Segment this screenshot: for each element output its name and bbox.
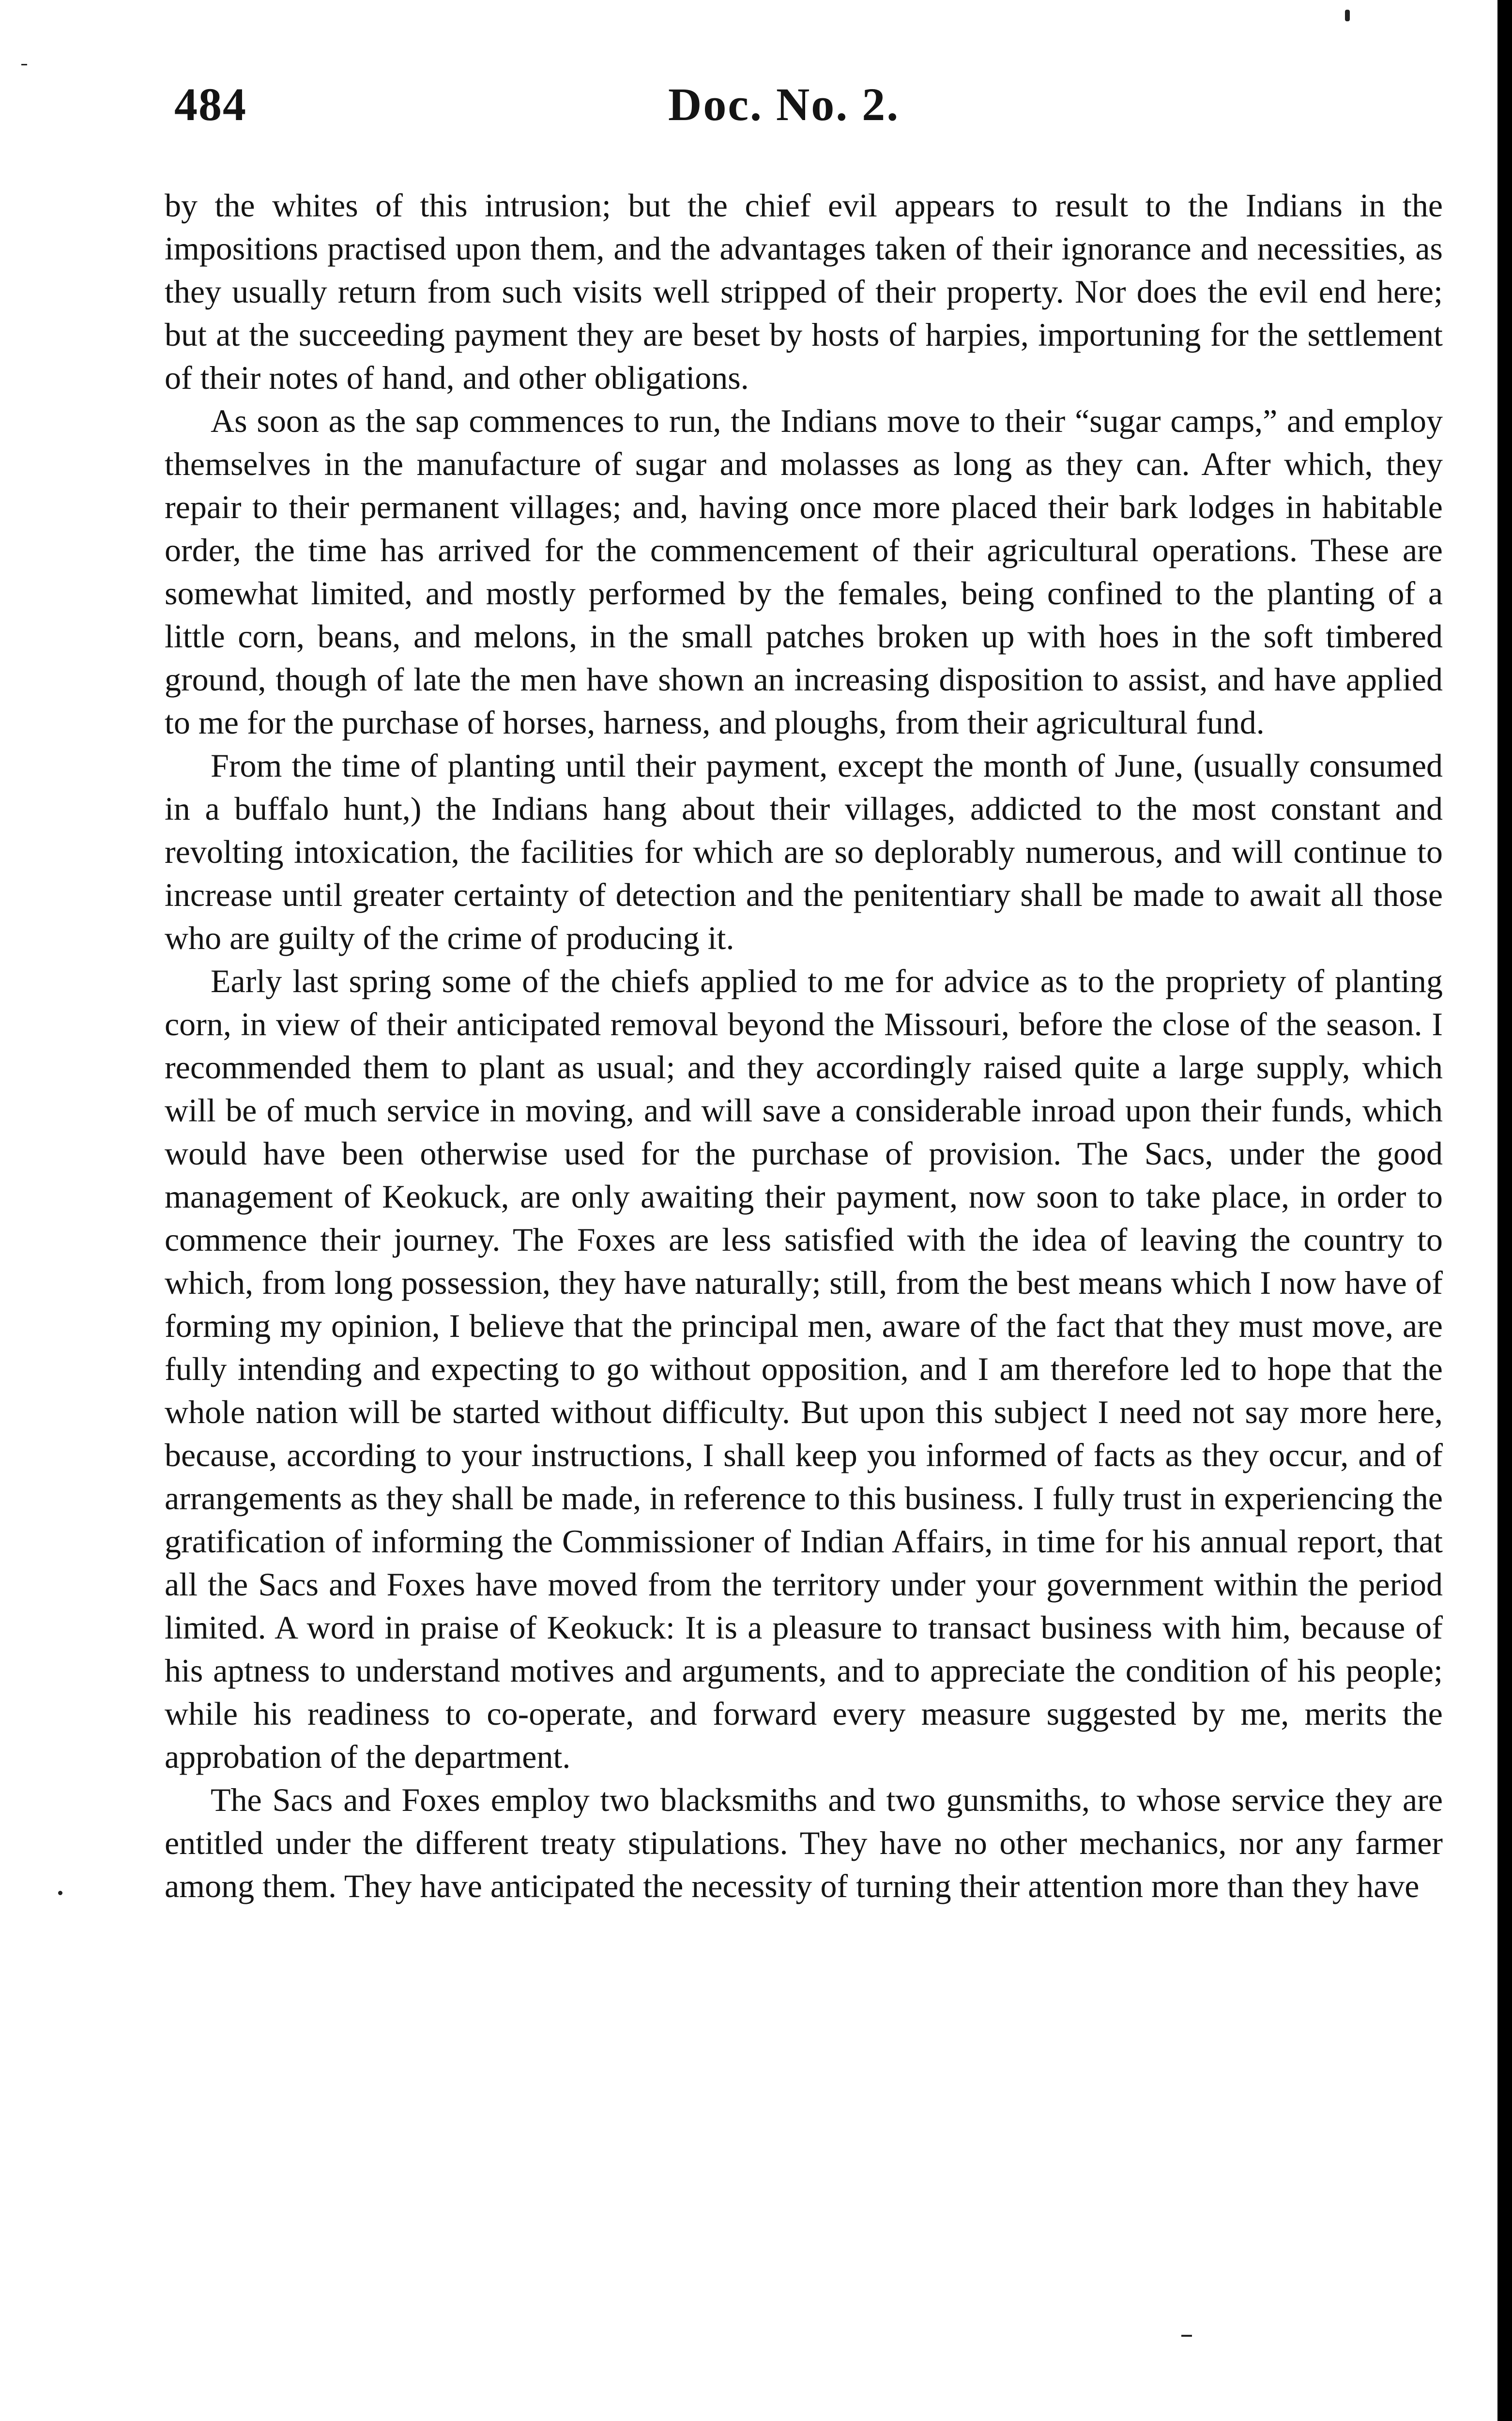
paragraph-5: The Sacs and Foxes employ two blacksmiths and two gunsmiths, to whose service they are entitled under the different treaty stipulations. They have no other mechanics, nor any farmer among them. They have anticipated the necessity of turning their attention more than they have: [165, 1781, 1443, 1904]
paragraph-2: As soon as the sap commences to run, the Indians move to their “sugar camps,” and employ themselves in the manufacture of sugar and molasses as long as they can. After which, they repair to their permanent villages; and, having once more placed their bark lodges in habitable order, the time has arrived for the commencement of their agricultural operations. These are somewhat limited, and mostly performed by the females, being confined to the planting of a little corn, beans, and melons, in the small patches broken up with hoes in the soft timbered ground, though of late the men have shown an increasing disposition to assist, and have applied to me for the purchase of horses, harness, and ploughs, from their agricultural fund.: [165, 402, 1443, 741]
binding-edge-shadow: [1503, 1569, 1512, 1821]
page-header: [174, 77, 1448, 140]
paragraph-4: Early last spring some of the chiefs applied to me for advice as to the propriety of planting corn, in view of their anticipated removal beyond the Missouri, before the close of the season. I recommended them to plant as usual; and they accordingly raised quite a large supply, which will be of much service in moving, and will save a considerable inroad upon their funds, which would have been otherwise used for the purchase of provision. The Sacs, under the good management of Keokuck, are only awaiting their payment, now soon to take place, in order to commence their journey. The Foxes are less satisfied with the idea of leaving the country to which, from long possession, they have naturally; still, from the best means which I now have of forming my opinion, I believe that the principal men, aware of the fact that they must move, are fully intending and expecting to go without opposition, and I am therefore led to hope that the whole nation will be started without difficulty. But upon this subject I need not say more here, because, according to your instructions, I shall keep you informed of facts as they occur, and of arrangements as they shall be made, in reference to this business. I fully trust in experiencing the gratification of informing the Commissioner of Indian Affairs, in time for his annual report, that all the Sacs and Foxes have moved from the territory under your government within the period limited. A word in praise of Keokuck: It is a pleasure to transact business with him, because of his aptness to understand motives and arguments, and to appreciate the condition of his people; while his readiness to co-operate, and forward every measure suggested by me, merits the approbation of the department.: [165, 963, 1443, 1775]
running-head: Doc. No. 2.: [668, 78, 900, 130]
scan-speck-top-right: [1345, 10, 1350, 21]
scan-speck-left: [58, 1891, 62, 1895]
scan-dash-bottom: [1181, 2335, 1192, 2337]
paragraph-1: by the whites of this intrusion; but the chief evil appears to result to the Indians in the impositions practised upon them, and the advantages taken of their ignorance and necessities, as they usually return from such visits well stripped of their property. Nor does the evil end here; but at the succeeding payment they are beset by hosts of harpies, importuning for the settlement of their notes of hand, and other obligations.: [165, 187, 1443, 396]
paragraph-3: From the time of planting until their payment, except the month of June, (usually consumed in a buffalo hunt,) the Indians hang about their villages, addicted to the most constant and revolting intoxication, the facilities for which are so deplorably numerous, and will continue to increase until greater certainty of detection and the penitentiary shall be made to await all those who are guilty of the crime of producing it.: [165, 747, 1443, 956]
page-number: 484: [174, 78, 247, 130]
body-text: [165, 184, 1443, 1908]
scan-dash-top-left: [21, 64, 27, 65]
